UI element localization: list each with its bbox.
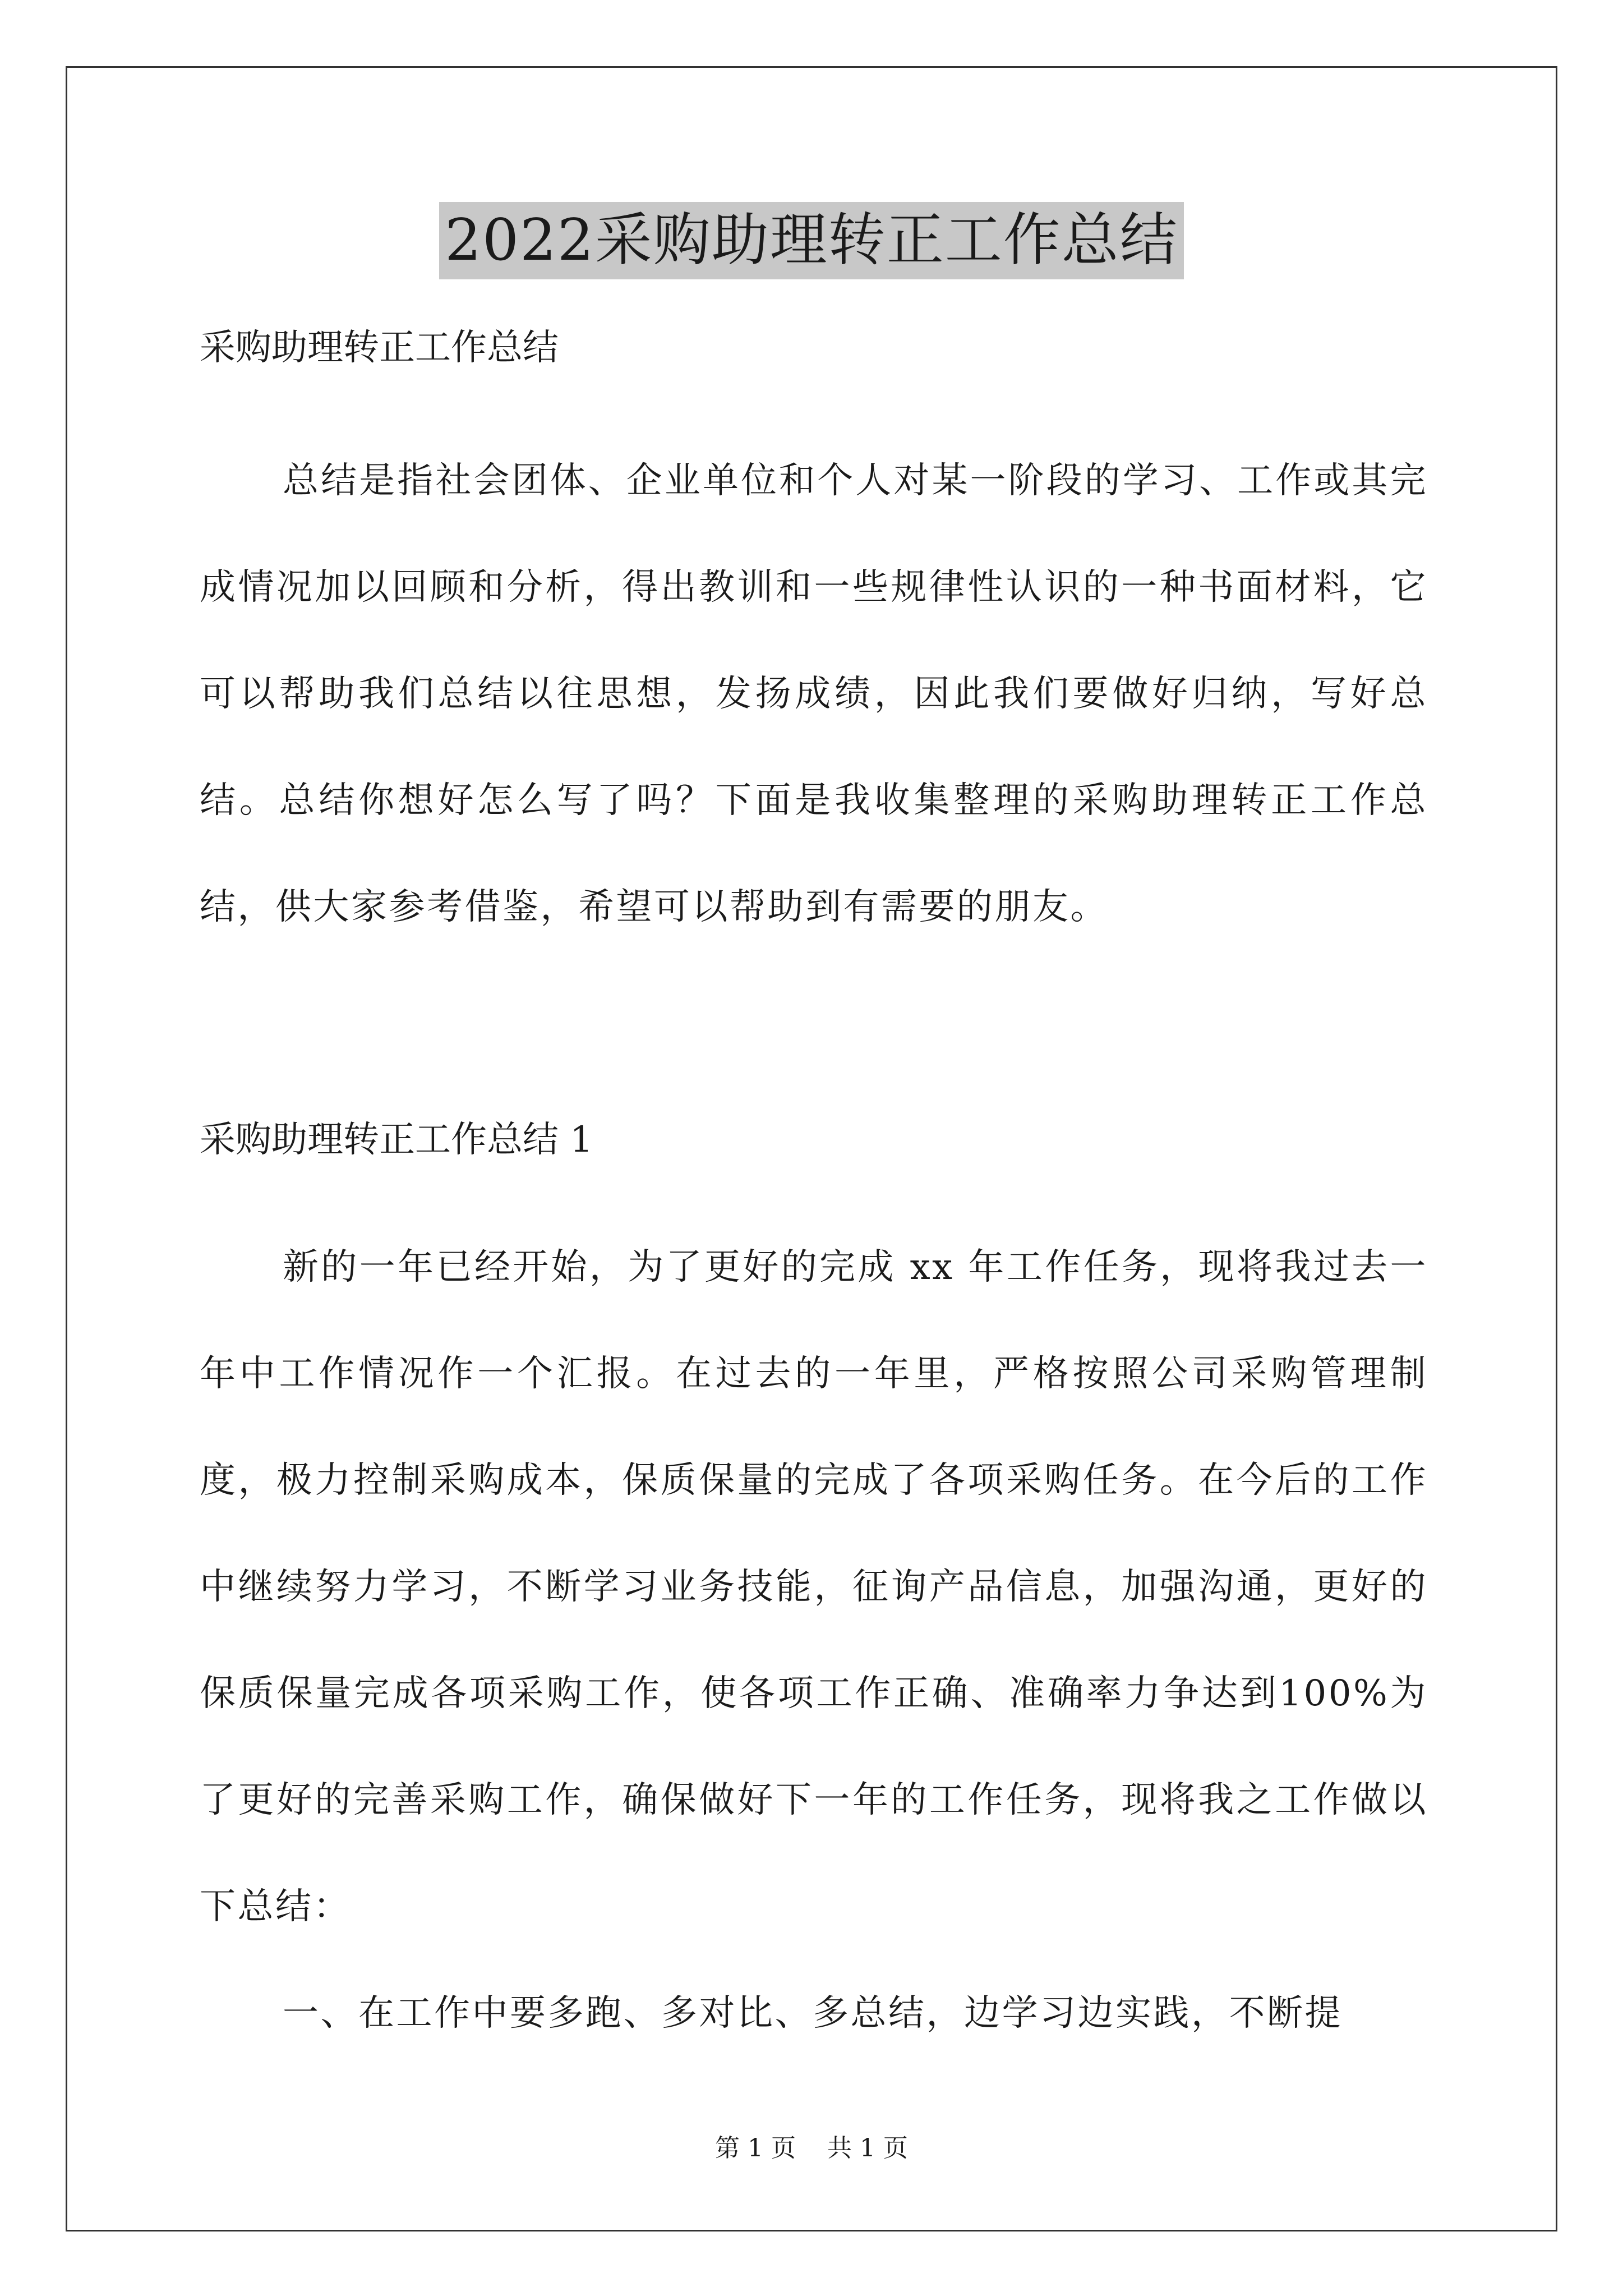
title-container [0, 202, 1623, 279]
spacer [200, 960, 1428, 1106]
section-heading: 采购助理转正工作总结 [200, 327, 559, 369]
body-paragraph: 一、在工作中要多跑、多对比、多总结，边学习边实践，不断提 [283, 1993, 1343, 2034]
document-body [200, 314, 1428, 2067]
spacer [200, 1174, 1428, 1214]
intro-paragraph: 总结是指社会团体、企业单位和个人对某一阶段的学习、工作或其完成情况加以回顾和分析，得出教训和一些规律性认识的一种书面材料，它可以帮助我们总结以往思想，发扬成绩，因此我们要做好归纳，写好总结。总结你想好怎么写了吗？下面是我收集整理的采购助理转正工作总结，供大家参考借鉴，希望可以帮助到有需要的朋友。 [200, 460, 1428, 928]
section-heading: 采购助理转正工作总结 1 [200, 1119, 593, 1161]
body-paragraph: 新的一年已经开始，为了更好的完成 xx 年工作任务，现将我过去一年中工作情况作一个汇报。在过去的一年里，严格按照公司采购管理制度，极力控制采购成本，保质保量的完成了各项采购任务。在今后的工作中继续努力学习，不断学习业务技能，征询产品信息，加强沟通，更好的保质保量完成各项采购工作，使各项工作正确、准确率力争达到100%为了更好的完善采购工作，确保做好下一年的工作任务，现将我之工作做以下总结： [200, 1246, 1428, 1927]
spacer [200, 381, 1428, 427]
document-title: 2022采购助理转正工作总结 [439, 202, 1184, 279]
page-number-footer: 第 1 页 共 1 页 [715, 2134, 908, 2162]
